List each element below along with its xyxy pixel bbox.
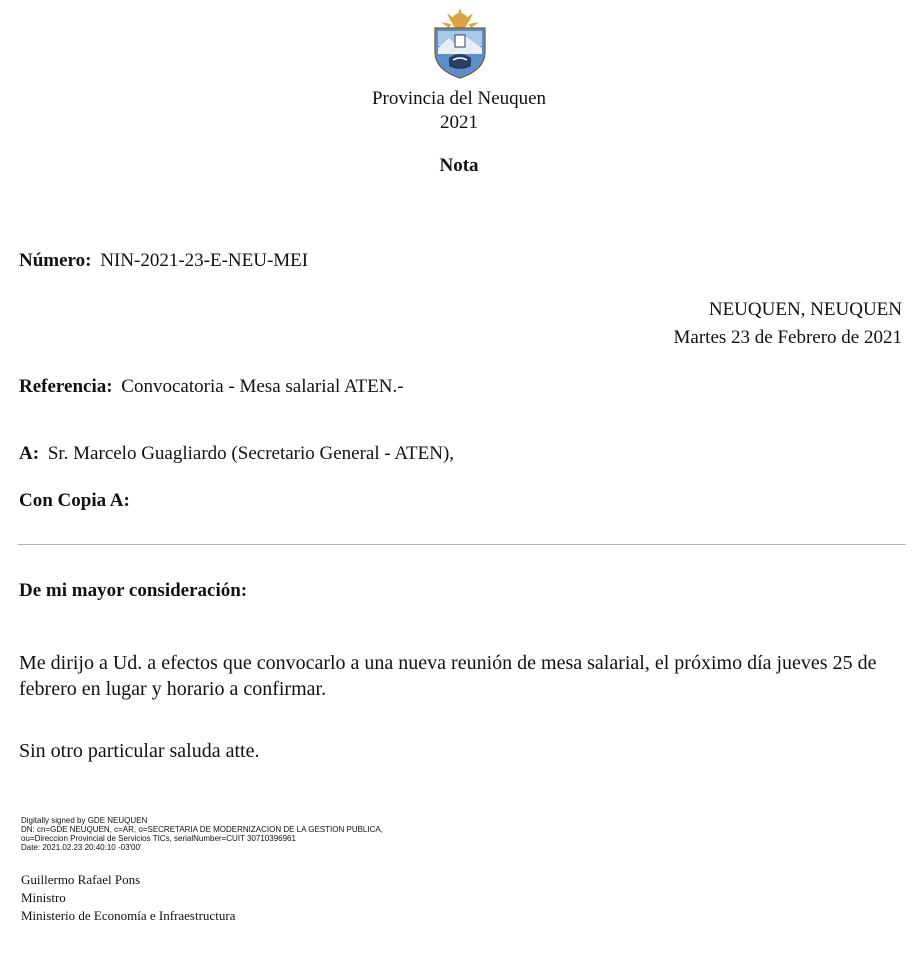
- closing-line: Sin otro particular saluda atte.: [19, 740, 260, 762]
- signature-line: Digitally signed by GDE NEUQUEN: [21, 816, 148, 825]
- date: Martes 23 de Febrero de 2021: [673, 327, 902, 348]
- neuquen-coat-of-arms-icon: [429, 8, 491, 80]
- place-date-block: [674, 296, 902, 352]
- referencia-field: [19, 376, 404, 398]
- letterhead: [0, 87, 918, 135]
- signature-date-line: Date: 2021.02.23 20:40:10 -03'00': [21, 843, 142, 852]
- numero-field: [19, 250, 308, 272]
- signer-block: [21, 871, 235, 925]
- divider: [18, 544, 906, 545]
- destinatario-label: A:: [19, 443, 40, 464]
- destinatario-value: Sr. Marcelo Guagliardo (Secretario General - ATEN),: [47, 443, 455, 464]
- destinatario-field: [19, 443, 454, 465]
- signer-ministry: Ministerio de Economía e Infraestructura: [21, 908, 236, 923]
- salutation: De mi mayor consideración:: [19, 580, 248, 601]
- document-type-title: Nota: [439, 155, 479, 176]
- referencia-label: Referencia:: [19, 376, 113, 397]
- numero-label: Número:: [19, 250, 92, 271]
- referencia-value: Convocatoria - Mesa salarial ATEN.-: [121, 376, 404, 397]
- body-paragraph: Me dirijo a Ud. a efectos que convocarlo a una nueva reunión de mesa salarial, el próximo día jueves 25 de febrero en lugar y horario a confirmar.: [19, 652, 877, 700]
- con-copia-field: [19, 490, 134, 512]
- place: NEUQUEN, NEUQUEN: [708, 299, 902, 320]
- signature-ou-line: ou=Direccion Provincial de Servicios TICs, serialNumber=CUIT 30710396961: [21, 834, 296, 843]
- numero-value: NIN-2021-23-E-NEU-MEI: [100, 250, 309, 271]
- letterhead-year: 2021: [440, 112, 478, 133]
- con-copia-label: Con Copia A:: [19, 490, 130, 511]
- signature-dn-line: DN: cn=GDE NEUQUEN, c=AR, o=SECRETARIA DE MODERNIZACION DE LA GESTION PUBLICA,: [21, 825, 383, 834]
- digital-signature-block: [21, 816, 383, 852]
- signer-role: Ministro: [21, 890, 66, 905]
- province-name: Provincia del Neuquen: [371, 88, 547, 109]
- signer-name: Guillermo Rafael Pons: [21, 872, 141, 887]
